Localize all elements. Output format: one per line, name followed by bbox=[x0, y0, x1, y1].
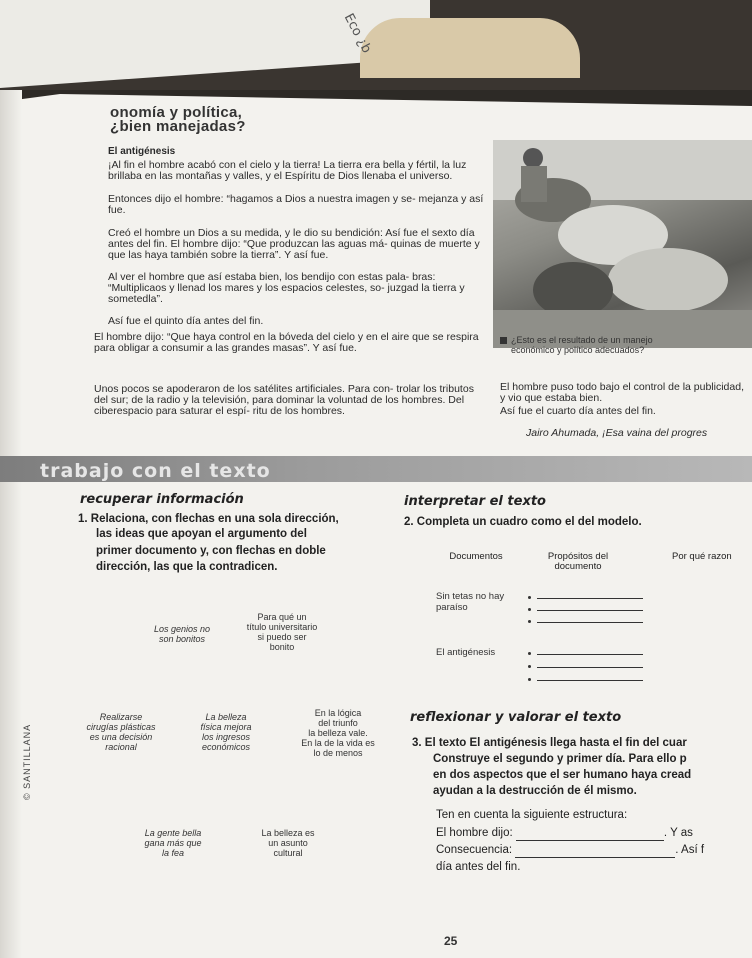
idea-line: la belleza vale. bbox=[308, 728, 368, 738]
table-row-sin-tetas: Sin tetas no hay paraíso bbox=[436, 591, 505, 613]
answer-blank[interactable] bbox=[516, 830, 664, 841]
idea-line: la fea bbox=[161, 848, 185, 858]
bullet-dot bbox=[528, 678, 531, 681]
reading-paragraph-5: Así fue el quinto día antes del fin. bbox=[108, 315, 264, 327]
question-2: 2. Completa un cuadro como el del modelo. bbox=[404, 516, 642, 528]
answer-blank[interactable] bbox=[537, 667, 643, 668]
question-1-line1: 1. Relaciona, con flechas en una sola dirección, bbox=[78, 513, 339, 525]
caption-bullet-icon bbox=[500, 337, 507, 344]
section-banner bbox=[0, 456, 752, 482]
idea-line: física mejora bbox=[200, 722, 252, 732]
bullet-dot bbox=[528, 596, 531, 599]
interpretar-heading: interpretar el texto bbox=[404, 494, 546, 509]
idea-line: En la lógica bbox=[314, 708, 362, 718]
idea-line: económicos bbox=[201, 742, 251, 752]
idea-line: del triunfo bbox=[318, 718, 358, 728]
bullet-dot bbox=[528, 652, 531, 655]
idea-line: es una decisión bbox=[89, 732, 153, 742]
bullet-dot bbox=[528, 665, 531, 668]
reading-author: Jairo Ahumada, ¡Esa vaina del progres bbox=[526, 427, 708, 439]
reading-paragraph-2: Entonces dijo el hombre: “hagamos a Dios a nuestra imagen y se- mejanza y así fue. bbox=[108, 193, 484, 216]
idea-line: gana más que bbox=[144, 838, 202, 848]
bullet-dot bbox=[528, 608, 531, 611]
answer-blank[interactable] bbox=[537, 598, 643, 599]
table-row-antigenesis: El antigénesis bbox=[436, 647, 496, 658]
answer-blank[interactable] bbox=[515, 847, 675, 858]
photo-caption-line2: económico y político adecuados? bbox=[511, 345, 645, 355]
photo-caption bbox=[500, 335, 653, 355]
table-header-propositos: Propósitos del documento bbox=[547, 551, 609, 572]
answer-blank[interactable] bbox=[537, 680, 643, 681]
question-3-line1: 3. El texto El antigénesis llega hasta el fin del cuar bbox=[412, 737, 687, 749]
photo-caption-line1: ¿Esto es el resultado de un manejo bbox=[511, 335, 653, 345]
idea-line: Realizarse bbox=[99, 712, 143, 722]
idea-line: cultural bbox=[273, 848, 303, 858]
idea-line: Para qué un bbox=[257, 612, 307, 622]
table-header-documentos: Documentos bbox=[449, 551, 503, 562]
reading-right-paragraph-1: El hombre puso todo bajo el control de la publicidad, y vio que estaba bien. bbox=[500, 381, 744, 404]
idea-line: racional bbox=[105, 742, 137, 752]
background-folder bbox=[360, 18, 580, 78]
bullet-dot bbox=[528, 620, 531, 623]
answer-blank[interactable] bbox=[537, 622, 643, 623]
idea-line: si puedo ser bbox=[257, 632, 307, 642]
idea-line: lo de menos bbox=[313, 748, 363, 758]
question-3-line4: ayudan a la destrucción de él mismo. bbox=[433, 785, 637, 797]
idea-node-logica bbox=[288, 708, 388, 758]
idea-line: La belleza es bbox=[261, 828, 315, 838]
structure-label-consecuencia: Consecuencia: bbox=[436, 844, 513, 856]
page-number: 25 bbox=[444, 934, 458, 948]
idea-line: un asunto bbox=[268, 838, 308, 848]
recuperar-heading: recuperar información bbox=[80, 492, 244, 507]
page-title-line2: ¿bien manejadas? bbox=[110, 118, 246, 135]
answer-blank[interactable] bbox=[537, 610, 643, 611]
idea-line: La gente bella bbox=[144, 828, 202, 838]
structure-intro: Ten en cuenta la siguiente estructura: bbox=[436, 809, 628, 821]
background-scribble: Eco ¿b bbox=[340, 11, 374, 56]
structure-line-1 bbox=[436, 826, 693, 841]
reading-paragraph-1: ¡Al fin el hombre acabó con el cielo y la tierra! La tierra era bella y fértil, la luz brillaba en las montañas y valles, y el Espíritu de Dios llenaba el universo. bbox=[108, 159, 467, 182]
page-gutter bbox=[0, 90, 22, 958]
idea-line: Los genios no bbox=[153, 624, 211, 634]
idea-line: La belleza bbox=[205, 712, 247, 722]
page-title-line1: onomía y política, bbox=[110, 104, 243, 121]
reading-paragraph-4: Al ver el hombre que así estaba bien, los bendijo con estas pala- bras: “Multiplicaos y llenad los mares y los espacios celestes, so- juzgad la tierra y sometedla”. bbox=[108, 271, 465, 305]
structure-line-2 bbox=[436, 843, 704, 858]
structure-suffix-2: . Así f bbox=[675, 844, 705, 856]
idea-line: son bonitos bbox=[158, 634, 206, 644]
reading-paragraph-6: El hombre dijo: “Que haya control en la bóveda del cielo y en el aire que se respira para obligar a consumir a las grandes masas”. Y así fue. bbox=[94, 331, 479, 354]
reading-right-paragraph-2: Así fue el cuarto día antes del fin. bbox=[500, 405, 656, 417]
photo-illustration bbox=[493, 140, 752, 348]
reading-paragraph-3: Creó el hombre un Dios a su medida, y le dio su bendición: Así fue el sexto día antes del fin. El hombre dijo: “Que produzcan las aguas má- quinas de muerte y que las haya también sobre la tierra”. Y así fue. bbox=[108, 227, 480, 261]
reflexionar-heading: reflexionar y valorar el texto bbox=[410, 710, 622, 725]
idea-line: los ingresos bbox=[201, 732, 251, 742]
answer-blank[interactable] bbox=[537, 654, 643, 655]
reading-paragraph-7: Unos pocos se apoderaron de los satélites artificiales. Para con- trolar los tributos del sur; de la radio y la televisión, para dominar la voluntad de los hombres. Del ciberespacio para saturar el espí- ritu de los hombres. bbox=[94, 383, 474, 417]
question-1-line2: las ideas que apoyan el argumento del bbox=[96, 528, 307, 540]
question-1-line3: primer documento y, con flechas en doble bbox=[96, 545, 326, 557]
idea-node-genios bbox=[142, 624, 222, 644]
question-3-line3: en dos aspectos que el ser humano haya cread bbox=[433, 769, 692, 781]
idea-node-belleza-ingresos bbox=[186, 712, 266, 752]
idea-line: título universitario bbox=[246, 622, 318, 632]
idea-node-cirugias bbox=[76, 712, 166, 752]
question-3-line2: Construye el segundo y primer día. Para ello p bbox=[433, 753, 687, 765]
structure-suffix-1: . Y as bbox=[663, 827, 693, 839]
section-banner-title: trabajo con el texto bbox=[40, 460, 271, 482]
structure-line-3: día antes del fin. bbox=[436, 861, 521, 873]
idea-node-gente-bella bbox=[128, 828, 218, 858]
table-header-razon: Por qué razon bbox=[672, 551, 732, 562]
idea-node-cultural bbox=[248, 828, 328, 858]
publisher-credit: © SANTILLANA bbox=[22, 723, 32, 800]
structure-label-hombre: El hombre dijo: bbox=[436, 827, 513, 839]
question-1-line4: dirección, las que la contradicen. bbox=[96, 561, 278, 573]
reading-title: El antigénesis bbox=[108, 146, 176, 157]
idea-line: cirugías plásticas bbox=[86, 722, 156, 732]
idea-line: bonito bbox=[269, 642, 295, 652]
idea-line: En la de la vida es bbox=[301, 738, 375, 748]
idea-node-titulo bbox=[242, 612, 322, 652]
